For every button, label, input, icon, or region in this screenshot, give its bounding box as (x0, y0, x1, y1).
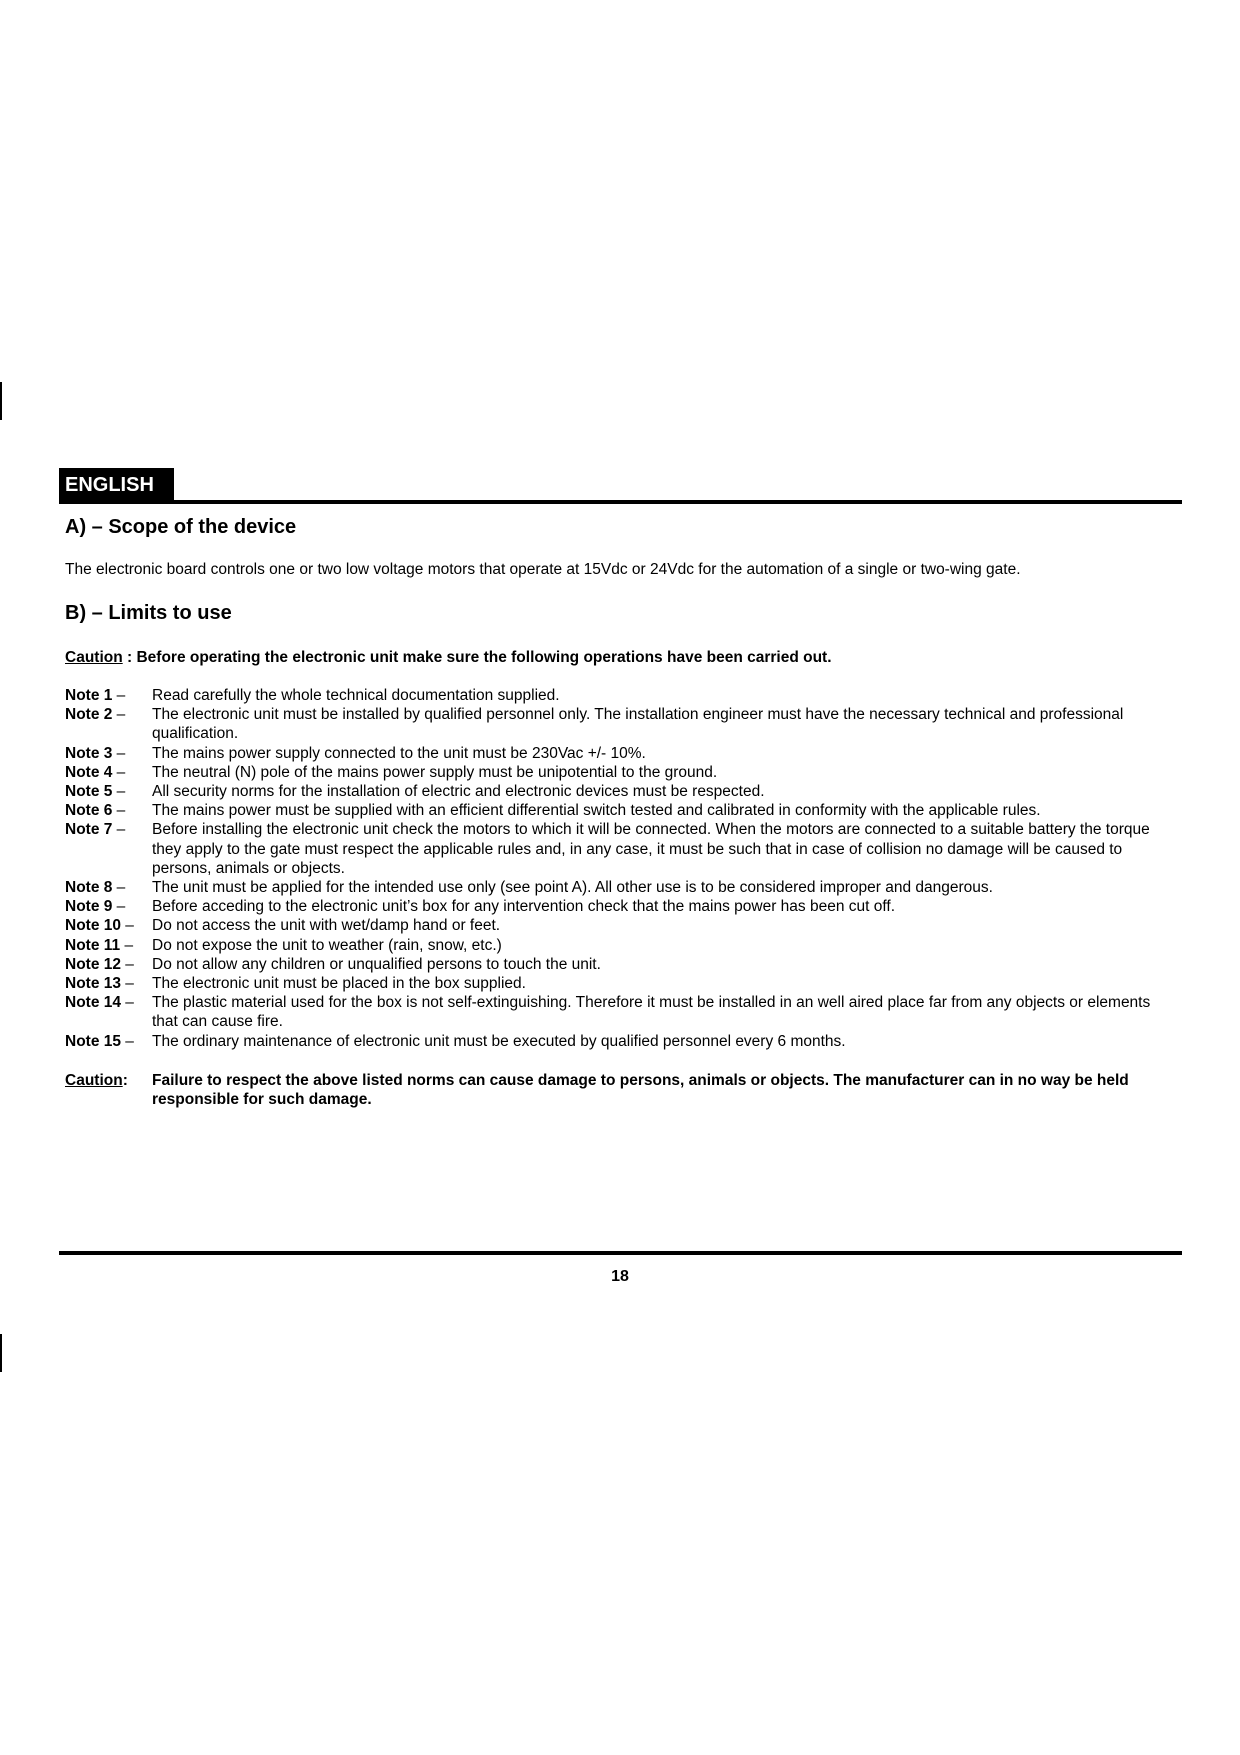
note-number: Note 5 (65, 783, 113, 801)
note-number: Note 11 (65, 936, 121, 954)
note-item (65, 974, 1180, 993)
note-text: Read carefully the whole technical documentation supplied. (152, 687, 560, 704)
note-label (65, 744, 152, 763)
note-number: Note 15 (65, 1032, 121, 1050)
note-label (65, 686, 152, 705)
note-item (65, 936, 1180, 955)
note-item (65, 705, 1180, 743)
note-separator: – (120, 936, 134, 954)
note-item (65, 820, 1180, 878)
note-number: Note 1 (65, 687, 113, 704)
note-number: Note 12 (65, 955, 121, 973)
note-text: The mains power must be supplied with an efficient differential switch tested and calibrated in conformity with the applicable rules. (152, 802, 1041, 820)
note-text: The ordinary maintenance of electronic unit must be executed by qualified personnel every 6 months. (152, 1032, 846, 1050)
note-text: Do not access the unit with wet/damp hand or feet. (152, 917, 501, 935)
note-text: The neutral (N) pole of the mains power supply must be unipotential to the ground. (152, 763, 718, 781)
page-number: 18 (611, 1268, 629, 1285)
final-caution-text: Failure to respect the above listed norms can cause damage to persons, animals or objects. The manufacturer can in no way be held responsible for such damage. (152, 1071, 1129, 1109)
note-label (65, 936, 152, 955)
section-a-title: A) – Scope of the device (65, 516, 297, 538)
note-label (65, 916, 152, 935)
header-rule (59, 500, 1182, 504)
note-label (65, 955, 152, 974)
note-item (65, 1032, 1180, 1051)
note-number: Note 10 (65, 917, 121, 935)
note-number: Note 8 (65, 879, 113, 897)
section-a-text: The electronic board controls one or two low voltage motors that operate at 15Vdc or 24Vdc for the automation of a single or two-wing gate. (65, 561, 1021, 578)
note-separator: – (112, 783, 126, 801)
note-label (65, 993, 152, 1031)
note-separator: – (112, 706, 126, 724)
final-caution-colon: : (122, 1071, 128, 1089)
note-number: Note 9 (65, 898, 113, 916)
note-separator: – (112, 802, 126, 820)
note-label (65, 705, 152, 743)
note-separator: – (121, 994, 134, 1012)
note-label (65, 820, 152, 878)
note-text: Before acceding to the electronic unit’s box for any intervention check that the mains power has been cut off. (152, 898, 896, 916)
note-number: Note 4 (65, 763, 113, 781)
note-text: The mains power supply connected to the unit must be 230Vac +/- 10%. (152, 744, 646, 762)
note-label (65, 878, 152, 897)
note-item (65, 993, 1180, 1031)
crop-mark-top (0, 382, 2, 420)
language-tab: ENGLISH (59, 468, 174, 500)
note-separator: – (112, 879, 126, 897)
note-number: Note 6 (65, 802, 113, 820)
note-separator: – (112, 898, 126, 916)
note-separator: – (121, 955, 134, 973)
note-item (65, 744, 1180, 763)
note-label (65, 782, 152, 801)
note-number: Note 13 (65, 975, 121, 993)
note-label (65, 801, 152, 820)
crop-mark-bottom (0, 1334, 2, 1372)
note-separator: – (121, 917, 134, 935)
note-separator: – (121, 1032, 134, 1050)
note-text: The unit must be applied for the intended use only (see point A). All other use is to be considered improper and dangerous. (152, 879, 993, 897)
note-text: The electronic unit must be installed by qualified personnel only. The installation engineer must have the necessary technical and professional qualification. (152, 706, 1124, 743)
notes-list (65, 686, 1180, 1051)
caution-intro-label: Caution (65, 649, 123, 666)
caution-intro-text: : Before operating the electronic unit make sure the following operations have been carried out. (122, 649, 832, 666)
note-text: The electronic unit must be placed in the box supplied. (152, 975, 526, 993)
note-number: Note 3 (65, 744, 113, 762)
note-label (65, 974, 152, 993)
footer-rule (59, 1251, 1182, 1255)
note-number: Note 2 (65, 706, 113, 724)
final-caution-label-wrap (65, 1071, 152, 1110)
page-content (65, 512, 1180, 1110)
note-item (65, 763, 1180, 782)
note-text: Do not allow any children or unqualified persons to touch the unit. (152, 955, 601, 973)
note-text: Before installing the electronic unit check the motors to which it will be connected. When the motors are connected to a suitable battery the torque they apply to the gate must respect the applicable rules and, in any case, it must be such that in case of collision no damage will be caused to persons, animals or objects. (152, 821, 1150, 877)
note-separator: – (112, 687, 126, 704)
note-separator: – (112, 744, 126, 762)
note-separator: – (121, 975, 134, 993)
caution-intro (65, 648, 1180, 668)
note-item (65, 801, 1180, 820)
final-caution-label: Caution (65, 1071, 123, 1089)
note-label (65, 1032, 152, 1051)
note-number: Note 7 (65, 821, 113, 839)
note-item (65, 916, 1180, 935)
note-text: Do not expose the unit to weather (rain, snow, etc.) (152, 936, 502, 954)
note-label (65, 897, 152, 916)
note-item (65, 686, 1180, 705)
note-item (65, 897, 1180, 916)
note-item (65, 878, 1180, 897)
note-separator: – (112, 763, 126, 781)
final-caution (65, 1071, 1180, 1110)
section-b-title: B) – Limits to use (65, 602, 232, 624)
note-item (65, 782, 1180, 801)
note-item (65, 955, 1180, 974)
note-label (65, 763, 152, 782)
note-text: All security norms for the installation of electric and electronic devices must be respected. (152, 783, 765, 801)
note-separator: – (112, 821, 126, 839)
note-text: The plastic material used for the box is not self-extinguishing. Therefore it must be installed in an well aired place far from any objects or elements that can cause fire. (152, 994, 1151, 1031)
note-number: Note 14 (65, 994, 121, 1012)
